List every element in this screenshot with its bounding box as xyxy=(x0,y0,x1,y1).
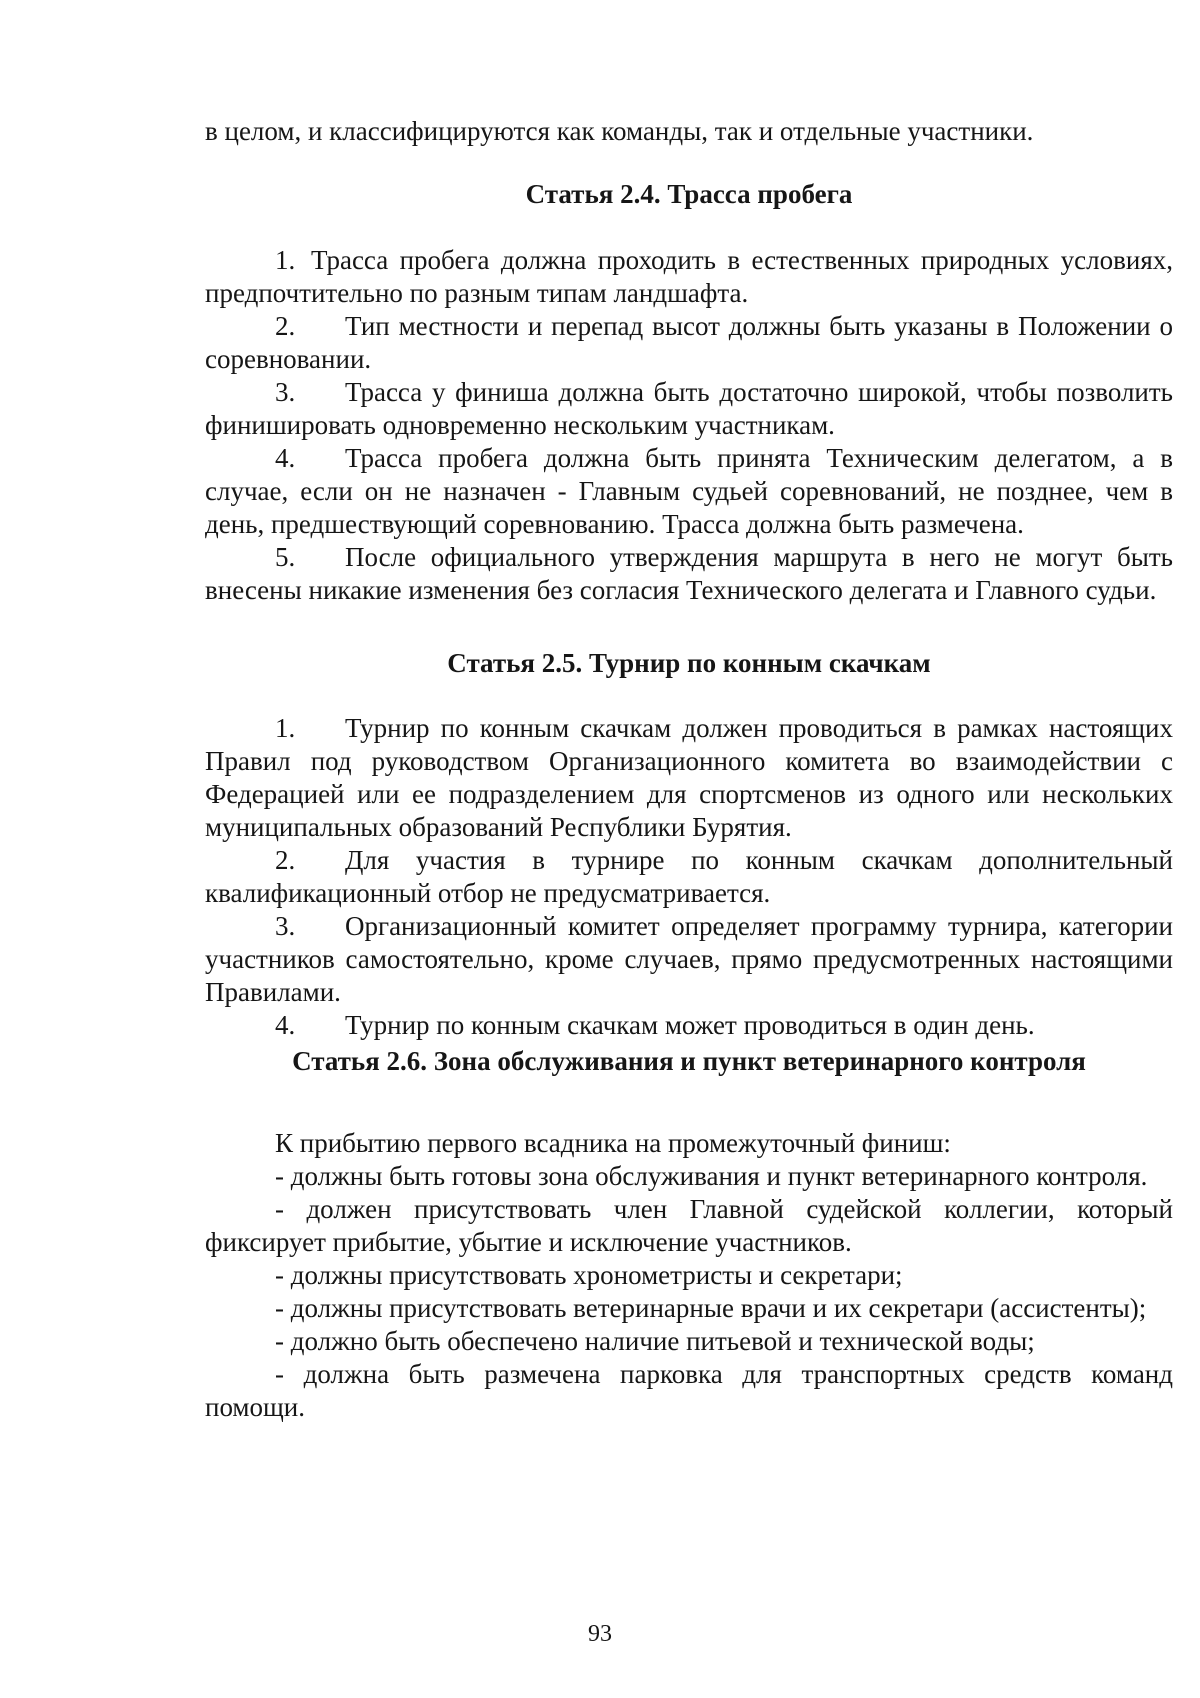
intro-line: в целом, и классифицируются как команды, так и отдельные участники. xyxy=(205,116,1034,146)
article-2-6-body xyxy=(205,1127,1173,1424)
article-2-6-bullet-5: - должно быть обеспечено наличие питьевой и технической воды; xyxy=(275,1326,1035,1356)
item-number: 2. xyxy=(275,845,296,875)
item-number: 2. xyxy=(275,311,296,341)
article-2-6-bullet-2: - должен присутствовать член Главной судейской коллегии, который фиксирует прибытие, убытие и исключение участников. xyxy=(205,1194,1173,1257)
item-text: Турнир по конным скачкам может проводиться в один день. xyxy=(345,1010,1035,1040)
article-2-6-bullet-4: - должны присутствовать ветеринарные врачи и их секретари (ассистенты); xyxy=(275,1293,1147,1323)
article-2-6-bullet-3: - должны присутствовать хронометристы и секретари; xyxy=(275,1260,903,1290)
article-2-4-item-2 xyxy=(205,310,1173,376)
item-number: 3. xyxy=(275,911,296,941)
article-2-5-item-4 xyxy=(205,1009,1173,1042)
article-2-5-item-1 xyxy=(205,712,1173,844)
article-2-4-item-4 xyxy=(205,442,1173,541)
item-text: Организационный комитет определяет программу турнира, категории участников самостоятельно, кроме случаев, прямо предусмотренных настоящими Правилами. xyxy=(205,911,1173,1007)
item-text: Трасса у финиша должна быть достаточно широкой, чтобы позволить финишировать одновременно нескольким участникам. xyxy=(205,377,1173,440)
article-2-6-bullet-6: - должна быть размечена парковка для транспортных средств команд помощи. xyxy=(205,1359,1173,1422)
item-number: 3. xyxy=(275,377,296,407)
article-2-5-body xyxy=(205,712,1173,1042)
heading-article-2-4: Статья 2.4. Трасса пробега xyxy=(525,179,853,209)
article-2-4-item-1 xyxy=(205,244,1173,310)
article-2-6-lead: К прибытию первого всадника на промежуточный финиш: xyxy=(275,1128,951,1158)
heading-article-2-5: Статья 2.5. Турнир по конным скачкам xyxy=(447,648,931,678)
item-number: 4. xyxy=(275,443,296,473)
heading-article-2-6: Статья 2.6. Зона обслуживания и пункт ветеринарного контроля xyxy=(292,1046,1086,1076)
article-2-5-item-2 xyxy=(205,844,1173,910)
article-2-4-item-5 xyxy=(205,541,1173,607)
item-text: После официального утверждения маршрута в него не могут быть внесены никакие изменения без согласия Технического делегата и Главного судьи. xyxy=(205,542,1173,605)
item-text: Трасса пробега должна быть принята Техническим делегатом, а в случае, если он не назначен - Главным судьей соревнований, не позднее, чем в день, предшествующий соревнованию. Трасса должна быть размечена. xyxy=(205,443,1173,539)
item-number: 5. xyxy=(275,542,296,572)
article-2-5-item-3 xyxy=(205,910,1173,1009)
item-number: 1. xyxy=(275,245,296,275)
item-number: 1. xyxy=(275,713,296,743)
page-number: 93 xyxy=(588,1621,612,1647)
article-2-4-item-3 xyxy=(205,376,1173,442)
article-2-4-body xyxy=(205,244,1173,607)
item-text: Тип местности и перепад высот должны быть указаны в Положении о соревновании. xyxy=(205,311,1173,374)
item-text: Турнир по конным скачкам должен проводиться в рамках настоящих Правил под руководством Организационного комитета во взаимодействии с Федерацией или ее подразделением для спортсменов из одного или нескольких муниципальных образований Республики Бурятия. xyxy=(205,713,1173,842)
item-text: Трасса пробега должна проходить в естественных природных условиях, предпочтительно по разным типам ландшафта. xyxy=(205,245,1173,308)
item-number: 4. xyxy=(275,1010,296,1040)
article-2-6-bullet-1: - должны быть готовы зона обслуживания и пункт ветеринарного контроля. xyxy=(275,1161,1148,1191)
item-text: Для участия в турнире по конным скачкам дополнительный квалификационный отбор не предусматривается. xyxy=(205,845,1173,908)
